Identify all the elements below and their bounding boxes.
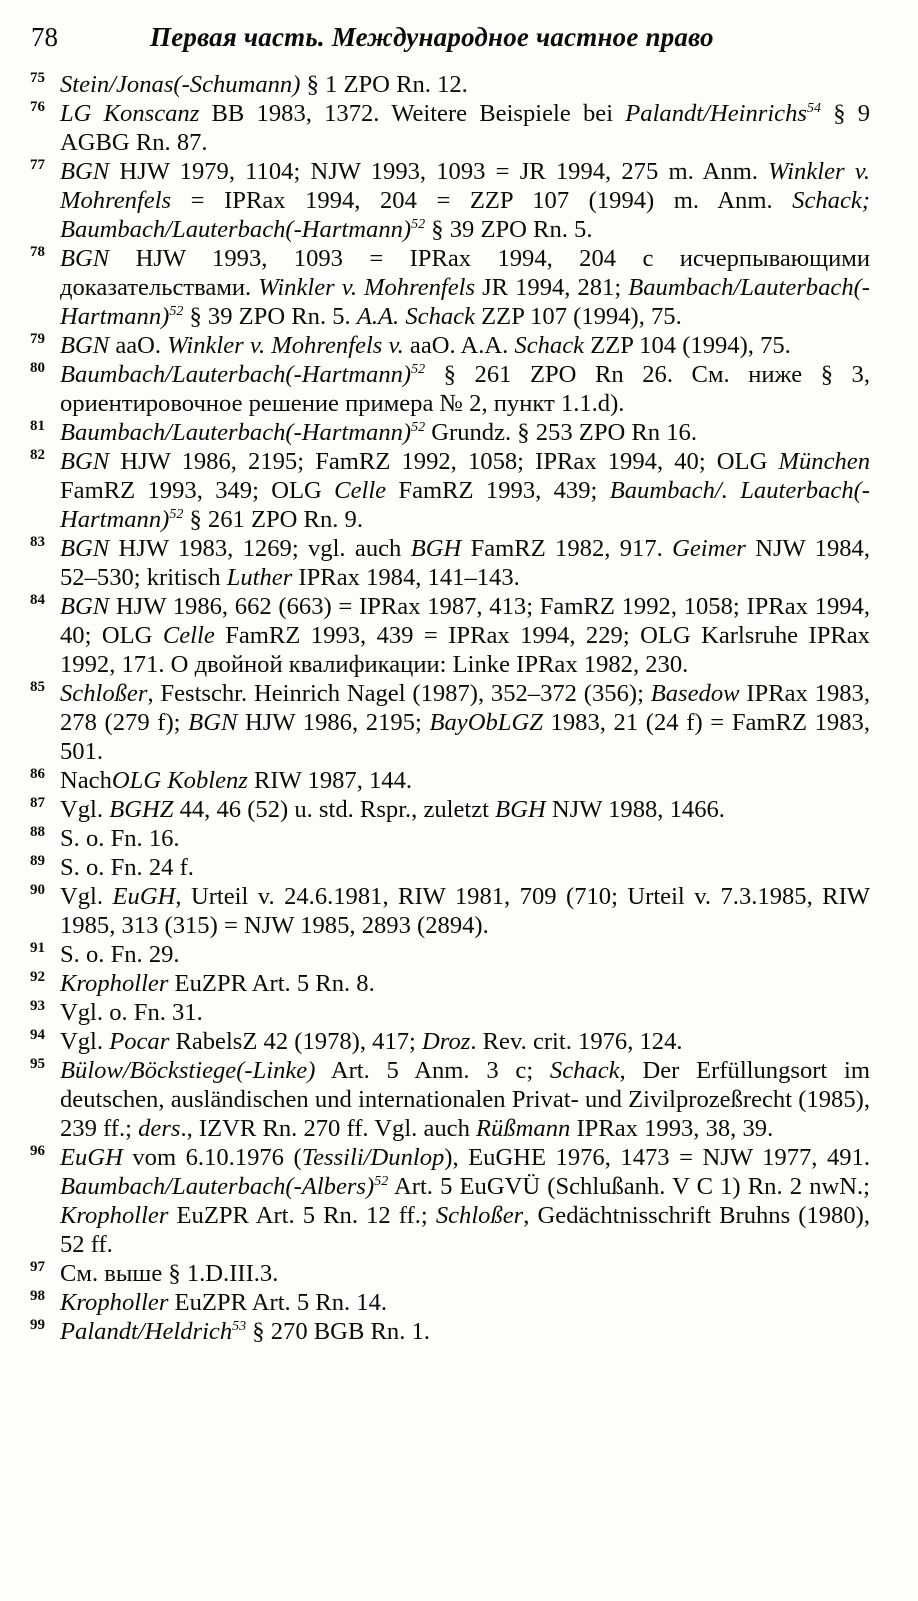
citation-text: ZZP 104 (1994), 75. xyxy=(584,332,791,359)
footnote-item xyxy=(30,534,870,592)
citation-text: § 1 ZPO Rn. 12. xyxy=(300,71,468,98)
citation-text: Art. 5 Anm. 3 c; xyxy=(315,1057,550,1084)
citation-text: Vgl. xyxy=(60,1028,110,1055)
footnote-item xyxy=(30,157,870,244)
citation-author: Baumbach/Lauterbach(-Albers) xyxy=(60,1173,375,1200)
citation-text: S. o. Fn. 24 f. xyxy=(60,854,194,881)
footnote-item xyxy=(30,824,870,853)
footnote-item xyxy=(30,1317,870,1346)
citation-text: Vgl. xyxy=(60,796,110,823)
running-title: Первая часть. Международное частное право xyxy=(150,22,714,52)
citation-author: Schack xyxy=(514,332,585,359)
citation-text: RIW 1987, 144. xyxy=(247,767,413,794)
citation-author: Kropholler xyxy=(60,1202,169,1229)
footnote-number: 89 xyxy=(30,853,45,869)
citation-text: § 9 AGBG Rn. 87. xyxy=(60,100,871,156)
citation-text: , Gedächtnisschrift Bruhns (1980), 52 ff. xyxy=(60,1202,870,1258)
footnote-number: 85 xyxy=(30,679,45,695)
citation-text: § 39 ZPO Rn. 5. xyxy=(425,216,593,243)
citation-text: FamRZ 1993, 349; OLG xyxy=(60,477,335,504)
footnote-text xyxy=(60,331,870,360)
citation-author: Bülow/Böckstiege(-Linke) xyxy=(60,1057,316,1084)
citation-author: Winkler v. Mohrenfels v. xyxy=(167,332,404,359)
edition-superscript: 52 xyxy=(411,362,426,377)
footnote-item xyxy=(30,679,870,766)
footnote-text xyxy=(60,534,870,592)
citation-author: Tessili/Dunlop xyxy=(301,1144,445,1171)
citation-text: NJW 1988, 1466. xyxy=(545,796,725,823)
footnote-item xyxy=(30,795,870,824)
citation-text: vom 6.10.1976 ( xyxy=(122,1144,302,1171)
footnote-item xyxy=(30,1027,870,1056)
citation-text: HJW 1979, 1104; NJW 1993, 1093 = JR 1994, 275 m. Anm. xyxy=(109,158,769,185)
footnote-item xyxy=(30,244,870,331)
footnote-number: 84 xyxy=(30,592,45,608)
page-header xyxy=(0,20,918,60)
footnote-text xyxy=(60,998,870,1027)
citation-author: BGN xyxy=(60,158,110,185)
edition-superscript: 53 xyxy=(232,1319,247,1334)
citation-text: Nach xyxy=(60,767,112,794)
footnote-text xyxy=(60,824,870,853)
edition-superscript: 52 xyxy=(411,420,426,435)
footnote-text xyxy=(60,1259,870,1288)
footnote-item xyxy=(30,1056,870,1143)
citation-author: Schack, xyxy=(549,1057,626,1084)
footnote-item xyxy=(30,447,870,534)
citation-text: HJW 1986, 2195; xyxy=(237,709,430,736)
footnote-text xyxy=(60,1143,870,1259)
citation-text: Vgl. xyxy=(60,883,113,910)
footnote-number: 80 xyxy=(30,360,45,376)
citation-author: OLG Koblenz xyxy=(111,767,248,794)
citation-text: Vgl. o. Fn. 31. xyxy=(60,999,203,1026)
footnote-item xyxy=(30,853,870,882)
citation-text: RabelsZ 42 (1978), 417; xyxy=(169,1028,423,1055)
footnote-item xyxy=(30,418,870,447)
footnote-item xyxy=(30,969,870,998)
footnotes-list xyxy=(30,70,870,1346)
footnote-number: 90 xyxy=(30,882,45,898)
citation-text: Grundz. § 253 ZPO Rn 16. xyxy=(425,419,697,446)
footnote-text xyxy=(60,70,870,99)
footnote-item xyxy=(30,1143,870,1259)
citation-author: Luther xyxy=(226,564,293,591)
footnote-text xyxy=(60,418,870,447)
footnote-item xyxy=(30,360,870,418)
footnote-text xyxy=(60,447,870,534)
footnote-number: 94 xyxy=(30,1027,45,1043)
footnote-number: 75 xyxy=(30,70,45,86)
citation-text: FamRZ 1982, 917. xyxy=(461,535,673,562)
citation-author: BGN xyxy=(60,332,110,359)
footnote-number: 79 xyxy=(30,331,45,347)
footnote-number: 93 xyxy=(30,998,45,1014)
footnote-text xyxy=(60,766,870,795)
footnote-text xyxy=(60,853,870,882)
citation-text: = IPRax 1994, 204 = ZZP 107 (1994) m. Anm. xyxy=(171,187,793,214)
footnote-number: 99 xyxy=(30,1317,45,1333)
citation-text: IPRax 1993, 38, 39. xyxy=(570,1115,774,1142)
citation-text: См. выше § 1.D.III.3. xyxy=(60,1260,279,1287)
citation-author: BGH xyxy=(410,535,462,562)
footnote-text xyxy=(60,99,870,157)
footnote-number: 86 xyxy=(30,766,45,782)
footnote-number: 76 xyxy=(30,99,45,115)
citation-text: 1983, 21 (24 f) = FamRZ 1983, 501. xyxy=(60,709,870,765)
footnote-text xyxy=(60,244,870,331)
citation-text: EuZPR Art. 5 Rn. 8. xyxy=(168,970,375,997)
citation-author: BGH xyxy=(495,796,546,823)
citation-text: § 261 ZPO Rn 26. См. ниже § 3, ориентировочное решение примера № 2, пункт 1.1.d). xyxy=(60,361,870,417)
citation-author: Baumbach/Lauterbach(-Hartmann) xyxy=(60,274,870,330)
footnote-number: 83 xyxy=(30,534,45,550)
citation-author: Schloßer xyxy=(60,680,148,707)
citation-text: ., IZVR Rn. 270 ff. Vgl. auch xyxy=(180,1115,477,1142)
footnote-number: 91 xyxy=(30,940,45,956)
footnote-number: 98 xyxy=(30,1288,45,1304)
citation-author: BGN xyxy=(60,535,110,562)
citation-text: EuZPR Art. 5 Rn. 12 ff.; xyxy=(168,1202,436,1229)
citation-author: Baumbach/Lauterbach(-Hartmann) xyxy=(60,361,412,388)
footnote-number: 88 xyxy=(30,824,45,840)
footnote-item xyxy=(30,99,870,157)
citation-author: Palandt/Heinrichs xyxy=(625,100,807,127)
footnote-item xyxy=(30,1259,870,1288)
citation-text: ), EuGHE 1976, 1473 = NJW 1977, 491. xyxy=(444,1144,870,1171)
footnote-number: 82 xyxy=(30,447,45,463)
citation-text: Der Erfüllungsort im deutschen, ausländischen und internationalen Privat- und Zivilprozeßrecht (1985), 239 ff.; xyxy=(60,1057,870,1142)
citation-author: Geimer xyxy=(672,535,746,562)
citation-text: 44, 46 (52) u. std. Rspr., zuletzt xyxy=(173,796,496,823)
footnote-text xyxy=(60,1056,870,1143)
citation-author: BGN xyxy=(60,593,110,620)
edition-superscript: 52 xyxy=(169,304,184,319)
citation-text: S. o. Fn. 16. xyxy=(60,825,180,852)
citation-author: Droz xyxy=(422,1028,471,1055)
footnote-text xyxy=(60,969,870,998)
citation-text: ZZP 107 (1994), 75. xyxy=(475,303,682,330)
citation-author: BGN xyxy=(188,709,238,736)
footnote-text xyxy=(60,882,870,940)
citation-author: Kropholler xyxy=(60,970,169,997)
footnote-text xyxy=(60,1288,870,1317)
citation-author: Kropholler xyxy=(60,1289,169,1316)
citation-text: HJW 1986, 662 (663) = IPRax 1987, 413; FamRZ 1992, 1058; IPRax 1994, 40; OLG xyxy=(60,593,870,649)
citation-text: aaO. A.A. xyxy=(403,332,515,359)
citation-author: Celle xyxy=(334,477,387,504)
citation-text: FamRZ 1993, 439 = IPRax 1994, 229; OLG Karlsruhe IPRax 1992, 171. О двойной квалификации: Linke IPRax 1982, 230. xyxy=(60,622,870,678)
citation-text: § 261 ZPO Rn. 9. xyxy=(183,506,363,533)
citation-author: ders xyxy=(138,1115,181,1142)
footnote-item xyxy=(30,592,870,679)
citation-author: Basedow xyxy=(650,680,740,707)
citation-text: . Rev. crit. 1976, 124. xyxy=(470,1028,683,1055)
citation-author: EuGH xyxy=(60,1144,123,1171)
citation-author: Schloßer xyxy=(435,1202,524,1229)
citation-author: Baumbach/. Lauterbach(-Hartmann) xyxy=(60,477,870,533)
footnote-text xyxy=(60,592,870,679)
footnote-text xyxy=(60,940,870,969)
edition-superscript: 52 xyxy=(169,507,184,522)
footnote-text xyxy=(60,1027,870,1056)
citation-text: NJW 1984, 52–530; kritisch xyxy=(60,535,871,591)
footnote-item xyxy=(30,331,870,360)
citation-text: IPRax 1984, 141–143. xyxy=(292,564,520,591)
citation-text: , Festschr. Heinrich Nagel (1987), 352–372 (356); xyxy=(147,680,651,707)
citation-author: Schack; Baumbach/Lauterbach(-Hartmann) xyxy=(60,187,870,243)
citation-text: S. o. Fn. 29. xyxy=(60,941,180,968)
footnote-text xyxy=(60,1317,870,1346)
footnote-item xyxy=(30,998,870,1027)
edition-superscript: 54 xyxy=(806,101,821,116)
citation-author: Baumbach/Lauterbach(-Hartmann) xyxy=(60,419,412,446)
citation-author: BGHZ xyxy=(109,796,174,823)
footnote-text xyxy=(60,795,870,824)
citation-text: HJW 1983, 1269; vgl. auch xyxy=(109,535,411,562)
footnote-item xyxy=(30,940,870,969)
footnote-number: 77 xyxy=(30,157,45,173)
citation-author: Winkler v. Mohrenfels xyxy=(60,158,870,214)
citation-author: BGN xyxy=(60,245,110,272)
footnote-text xyxy=(60,679,870,766)
citation-author: Stein/Jonas(-Schumann) xyxy=(60,71,301,98)
citation-text: IPRax 1983, 278 (279 f); xyxy=(60,680,870,736)
page-number: 78 xyxy=(31,22,58,52)
citation-author: Palandt/Heldrich xyxy=(60,1318,233,1345)
footnote-number: 95 xyxy=(30,1056,45,1072)
footnote-item xyxy=(30,1288,870,1317)
citation-text: HJW 1993, 1093 = IPRax 1994, 204 с исчерпывающими доказательствами. xyxy=(60,245,870,301)
edition-superscript: 52 xyxy=(411,217,426,232)
citation-text: , Urteil v. 24.6.1981, RIW 1981, 709 (710; Urteil v. 7.3.1985, RIW 1985, 313 (315) = NJW 1985, 2893 (2894). xyxy=(60,883,870,939)
citation-author: A.A. Schack xyxy=(356,303,475,330)
citation-author: LG Konscanz xyxy=(60,100,200,127)
citation-author: EuGH xyxy=(112,883,176,910)
footnote-number: 97 xyxy=(30,1259,45,1275)
citation-author: Celle xyxy=(162,622,215,649)
citation-text: aaO. xyxy=(109,332,168,359)
citation-text: FamRZ 1993, 439; xyxy=(386,477,610,504)
footnote-item xyxy=(30,70,870,99)
footnote-text xyxy=(60,157,870,244)
citation-author: BayObLGZ xyxy=(429,709,543,736)
footnote-item xyxy=(30,766,870,795)
citation-text: § 39 ZPO Rn. 5. xyxy=(183,303,357,330)
footnote-number: 96 xyxy=(30,1143,45,1159)
citation-author: München xyxy=(778,448,870,475)
footnote-item xyxy=(30,882,870,940)
citation-author: Pocar xyxy=(109,1028,170,1055)
citation-text: EuZPR Art. 5 Rn. 14. xyxy=(168,1289,388,1316)
citation-author: BGN xyxy=(60,448,110,475)
edition-superscript: 52 xyxy=(374,1174,389,1189)
citation-text: § 270 BGB Rn. 1. xyxy=(246,1318,430,1345)
footnote-text xyxy=(60,360,870,418)
footnote-number: 81 xyxy=(30,418,45,434)
citation-text: JR 1994, 281; xyxy=(475,274,629,301)
footnote-number: 87 xyxy=(30,795,45,811)
citation-text: HJW 1986, 2195; FamRZ 1992, 1058; IPRax 1994, 40; OLG xyxy=(109,448,779,475)
citation-text: BB 1983, 1372. Weitere Beispiele bei xyxy=(199,100,626,127)
footnote-number: 78 xyxy=(30,244,45,260)
citation-author: Rüßmann xyxy=(476,1115,571,1142)
citation-text: Art. 5 EuGVÜ (Schlußanh. V C 1) Rn. 2 nwN.; xyxy=(388,1173,870,1200)
citation-author: Winkler v. Mohrenfels xyxy=(258,274,476,301)
footnote-number: 92 xyxy=(30,969,45,985)
